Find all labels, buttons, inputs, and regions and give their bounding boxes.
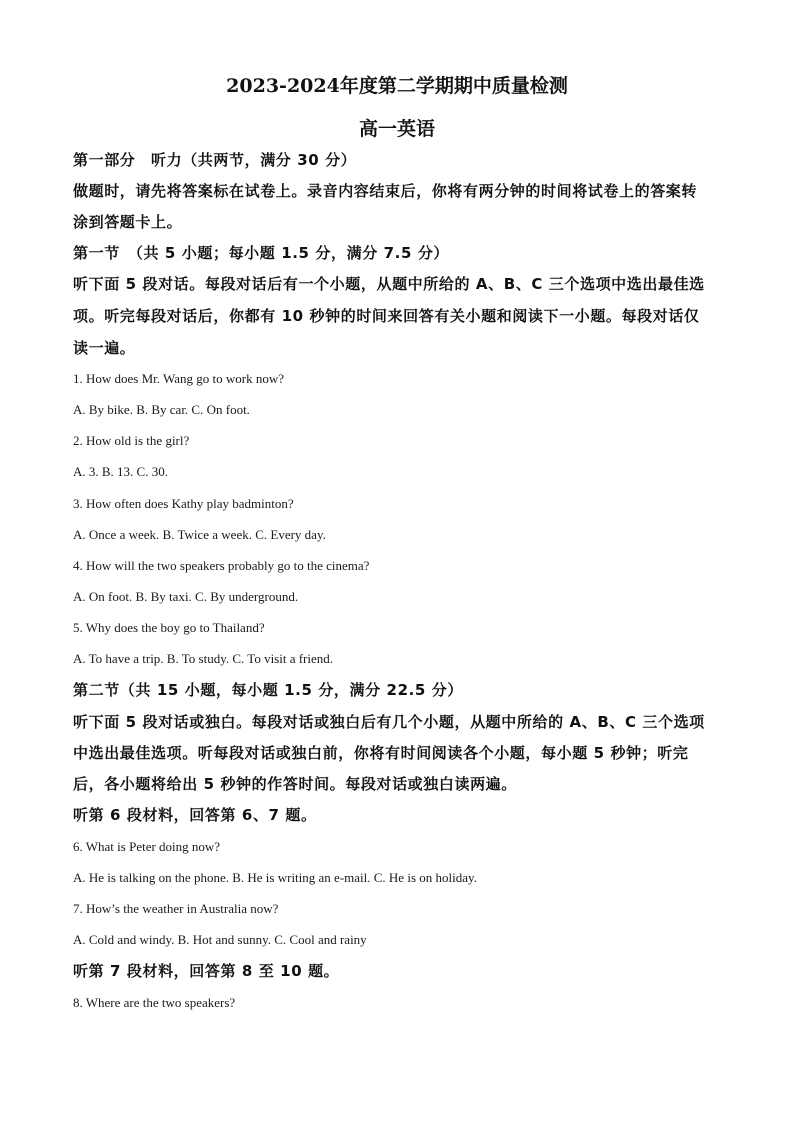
section-one-heading: 第一节 （共 5 小题；每小题 1.5 分，满分 7.5 分）	[73, 244, 450, 262]
instruction-line: 项。听完每段对话后，你都有 10 秒钟的时间来回答有关小题和阅读下一小题。每段对话仅	[73, 307, 700, 325]
options-7: A. Cold and windy. B. Hot and sunny. C. Cool and rainy	[73, 932, 367, 947]
exam-title: 2023-2024年度第二学期期中质量检测	[226, 75, 568, 97]
question-8: 8. Where are the two speakers?	[73, 995, 236, 1010]
instruction-line: 听下面 5 段对话。每段对话后有一个小题，从题中所给的 A、B、C 三个选项中选出最佳选	[73, 275, 705, 293]
options-1: A. By bike. B. By car. C. On foot.	[73, 402, 250, 417]
instruction-line: 涂到答题卡上。	[73, 213, 183, 231]
part-one-heading: 第一部分 听力（共两节，满分 30 分）	[73, 151, 357, 169]
instruction-line: 后，各小题将给出 5 秒钟的作答时间。每段对话或独白读两遍。	[73, 775, 517, 793]
question-6: 6. What is Peter doing now?	[73, 839, 221, 854]
question-2: 2. How old is the girl?	[73, 433, 190, 448]
options-3: A. Once a week. B. Twice a week. C. Every day.	[73, 527, 326, 542]
options-5: A. To have a trip. B. To study. C. To visit a friend.	[73, 651, 334, 666]
options-6: A. He is talking on the phone. B. He is writing an e-mail. C. He is on holiday.	[73, 870, 477, 885]
options-4: A. On foot. B. By taxi. C. By underground.	[73, 589, 299, 604]
instruction-line: 中选出最佳选项。听每段对话或独白前，你将有时间阅读各个小题，每小题 5 秒钟；听完	[73, 744, 689, 762]
question-7: 7. How’s the weather in Australia now?	[73, 901, 279, 916]
instruction-line: 听下面 5 段对话或独白。每段对话或独白后有几个小题，从题中所给的 A、B、C 三个选项	[73, 713, 705, 731]
exam-subject: 高一英语	[358, 118, 435, 140]
instruction-line: 读一遍。	[73, 339, 136, 357]
material-6-heading: 听第 6 段材料，回答第 6、7 题。	[73, 806, 317, 824]
question-3: 3. How often does Kathy play badminton?	[73, 496, 294, 511]
section-two-heading: 第二节（共 15 小题，每小题 1.5 分，满分 22.5 分）	[73, 681, 463, 699]
instruction-line: 做题时，请先将答案标在试卷上。录音内容结束后，你将有两分钟的时间将试卷上的答案转	[73, 182, 698, 200]
options-2: A. 3. B. 13. C. 30.	[73, 464, 168, 479]
question-5: 5. Why does the boy go to Thailand?	[73, 620, 265, 635]
question-4: 4. How will the two speakers probably go to the cinema?	[73, 558, 370, 573]
material-7-heading: 听第 7 段材料，回答第 8 至 10 题。	[73, 962, 340, 980]
question-1: 1. How does Mr. Wang go to work now?	[73, 371, 285, 386]
